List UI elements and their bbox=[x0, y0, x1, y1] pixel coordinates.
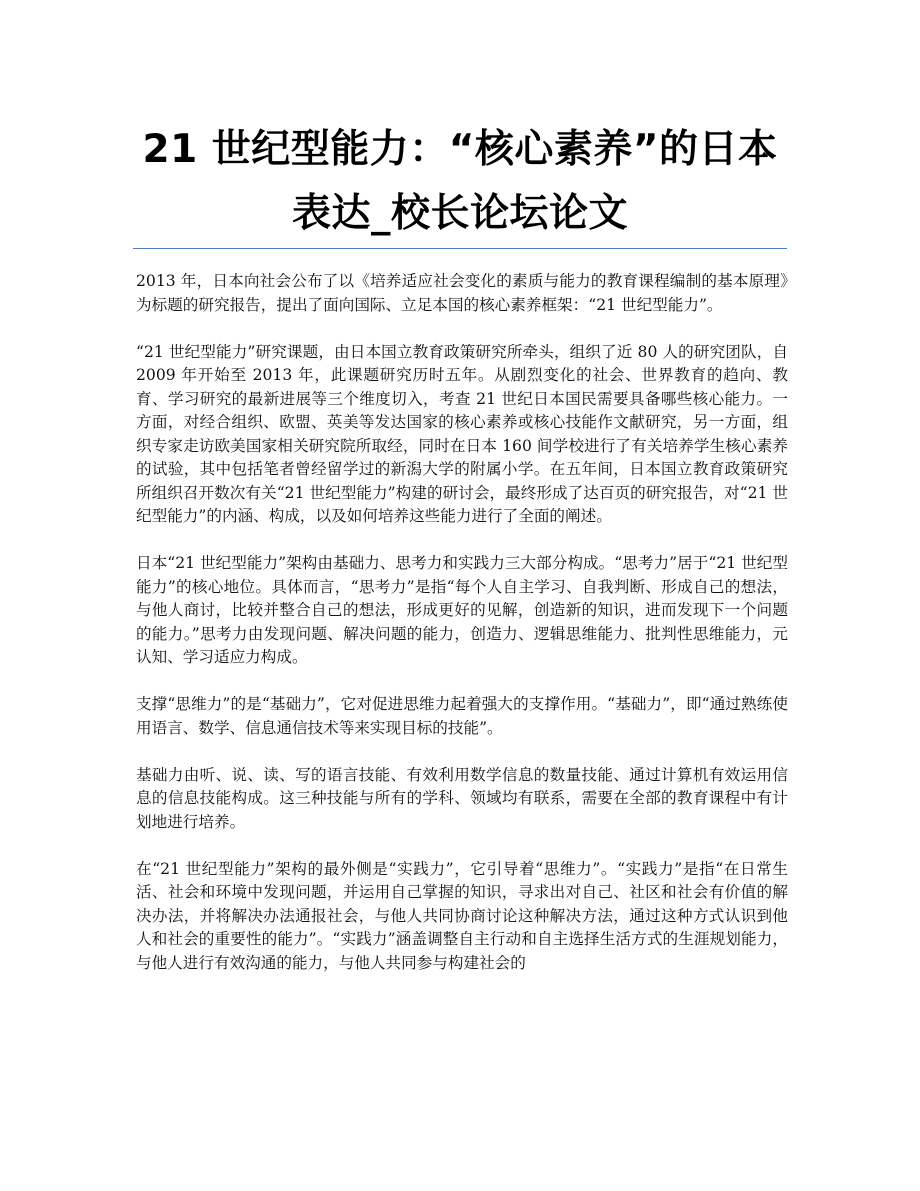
paragraph-5: 基础力由听、说、读、写的语言技能、有效利用数学信息的数量技能、通过计算机有效运用信息的信息技能构成。这三种技能与所有的学科、领域均有联系，需要在全部的教育课程中有计划地进行培养。 bbox=[136, 765, 788, 831]
document-body bbox=[136, 270, 788, 999]
paragraph-1: 2013 年，日本向社会公布了以《培养适应社会变化的素质与能力的教育课程编制的基本原理》为标题的研究报告，提出了面向国际、立足本国的核心素养框架：“21 世纪型能力”。 bbox=[136, 272, 788, 314]
paragraph-4: 支撑“思维力”的是“基础力”，它对促进思维力起着强大的支撑作用。“基础力”，即“通过熟练使用语言、数学、信息通信技术等来实现目标的技能”。 bbox=[136, 695, 788, 737]
title-divider bbox=[133, 248, 787, 249]
paragraph-3: 日本“21 世纪型能力”架构由基础力、思考力和实践力三大部分构成。“思考力”居于“21 世纪型能力”的核心地位。具体而言，“思考力”是指“每个人自主学习、自我判断、形成自己的想法，与他人商讨，比较并整合自己的想法，形成更好的见解，创造新的知识，进而发现下一个问题的能力。”思考力由发现问题、解决问题的能力，创造力、逻辑思维能力、批判性思维能力，元认知、学习适应力构成。 bbox=[136, 554, 788, 666]
paragraph-2: “21 世纪型能力”研究课题，由日本国立教育政策研究所牵头，组织了近 80 人的研究团队，自 2009 年开始至 2013 年，此课题研究历时五年。从剧烈变化的社会、世界教育的趋向、教育、学习研究的最新进展等三个维度切入，考查 21 世纪日本国民需要具备哪些核心能力。一方面，对经合组织、欧盟、英美等发达国家的核心素养或核心技能作文献研究，另一方面，组织专家走访欧美国家相关研究院所取经，同时在日本 160 间学校进行了有关培养学生核心素养的试验，其中包括笔者曾经留学过的新潟大学的附属小学。在五年间，日本国立教育政策研究所组织召开数次有关“21 世纪型能力”构建的研讨会，最终形成了达百页的研究报告，对“21 世纪型能力”的内涵、构成，以及如何培养这些能力进行了全面的阐述。 bbox=[136, 342, 788, 525]
document-title: 21 世纪型能力：“核心素养”的日本表达_校长论坛论文 bbox=[142, 127, 778, 236]
paragraph-6: 在“21 世纪型能力”架构的最外侧是“实践力”，它引导着“思维力”。“实践力”是指“在日常生活、社会和环境中发现问题，并运用自己掌握的知识，寻求出对自己、社区和社会有价值的解决办法，并将解决办法通报社会，与他人共同协商讨论这种解决方法，通过这种方式认识到他人和社会的重要性的能力”。“实践力”涵盖调整自主行动和自主选择生活方式的生涯规划能力，与他人进行有效沟通的能力，与他人共同参与构建社会的 bbox=[136, 859, 788, 972]
